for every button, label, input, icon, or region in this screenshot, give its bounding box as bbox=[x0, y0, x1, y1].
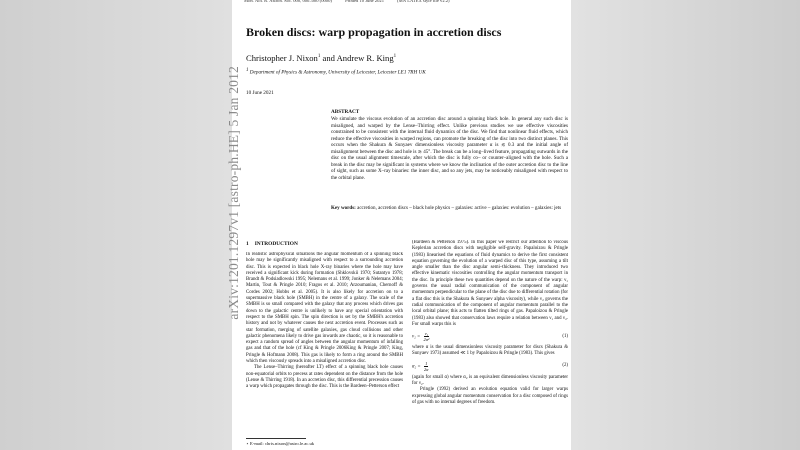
keywords-label: Key words: bbox=[331, 205, 356, 211]
right-paragraph-4: Pringle (1992) derived an evolution equation valid for larger warps expressing global angular momentum conservation for a disc composed of rings of gas with no internal degrees of freedom. bbox=[412, 387, 568, 405]
footnote-email: ⋆ E-mail: chris.nixon@astro.le.ac.uk bbox=[246, 441, 315, 446]
intro-paragraph-1: In realistic astrophysical situations the angular momentum of a spinning black hole may be significantly misaligned with respect to a surrounding accretion disc. This is expected in black hole X-ray binaries where the hole may have received a significant kick during formation (Shklovskii 1970; Sutantyo 1978; Brandt & Podsiadlowski 1995; Nelemans et al. 1999; Jonker & Nelemans 2004; Martin, Tout & Pringle 2010; Fragos et al. 2010; Arzoumanian, Chernoff & Cordes 2002; Hobbs et al. 2005). It is also likely for accretion on to a supermassive black hole (SMBH) in the centre of a galaxy. The scale of the SMBH is so small compared with the galaxy that any process which drives gas down to the galactic centre is unlikely to have any special orientation with respect to the SMBH spin. The spin direction is set by the SMBH's accretion history and not by whatever causes the next accretion event. Processes such as star formation, merging of satellite galaxies, gas cloud collisions and other galactic phenomena likely to drive gas inwards are chaotic, so it is reasonable to expect a random spread of angles between the angular momentum of infalling gas and that of the hole (cf King & Pringle 2006King & Pringle 2007; King, Pringle & Hofmann 2008). This gas is likely to form a ring around the SMBH which then viscously spreads into a misaligned accretion disc. bbox=[246, 252, 403, 365]
author-2-affil: 1 bbox=[393, 54, 397, 60]
footnote-rule bbox=[246, 438, 306, 439]
background-left bbox=[0, 0, 232, 450]
right-paragraph-2: where α is the usual dimensionless viscosity parameter for discs (Shakura & Sunyaev 1973) assumed ≪ 1 by Papaloizou & Pringle (1983). This gives bbox=[412, 345, 568, 357]
author-1-affil: 1 bbox=[317, 54, 321, 60]
author-1: Christopher J. Nixon bbox=[246, 53, 318, 63]
background-right bbox=[571, 0, 800, 450]
abstract-heading: ABSTRACT bbox=[331, 109, 360, 115]
author-2: Andrew R. King bbox=[336, 53, 394, 63]
right-paragraph-1: (Bardeen & Petterson 1975). In this paper we restrict our attention to viscous Keplerian accretion discs with negligible self-gravity. Papaloizou & Pringle (1983) linearised the equations of fluid dynamics to derive the first consistent equation governing the evolution of a warped disc of this type, assuming a tilt angle smaller than the disc angular semi–thickness. They introduced two effective kinematic viscosities controlling the angular momentum transport in the disc. In principle these two quantities depend on the nature of the warp: ν₁ governs the usual radial communication of the component of angular momentum perpendicular to the plane of the disc due to differential rotation (for a flat disc this is the Shakura & Sunyaev alpha viscosity), while ν₂ governs the radial communication of the component of angular momentum parallel to the local orbital plane; this acts to flatten tilted rings of gas. Papaloizou & Pringle (1983) also showed that conservation laws require a relation between ν₁ and ν₂. For small warps this is bbox=[412, 240, 568, 327]
paper-title: Broken discs: warp propagation in accretion discs bbox=[246, 25, 502, 39]
equation-1-lhs: ν₂ = bbox=[412, 334, 421, 340]
authors bbox=[246, 53, 396, 63]
affil-text: Department of Physics & Astronomy, University of Leicester, Leicester LE1 7RH UK bbox=[248, 69, 426, 76]
paper-page bbox=[232, 0, 571, 450]
intro-paragraph-2: The Lense–Thirring (hereafter LT) effect of a spinning black hole causes non-equatorial orbits to precess at rates dependent on the distance from the hole (Lense & Thirring 1918). In an accretion disc, this differential precession causes a warp which propagates through the disc. This is the Bardeen–Petterson effect bbox=[246, 365, 403, 390]
equation-2-numerator: 1 bbox=[425, 360, 428, 366]
equation-2-denominator: 2α bbox=[423, 366, 429, 372]
right-paragraph-3: (again for small α) where α₂ is an equivalent dimensionless viscosity parameter for ν₂. bbox=[412, 374, 568, 387]
abstract-body: We simulate the viscous evolution of an accretion disc around a spinning black hole. In general any such disc is misaligned, and warped by the Lense–Thirring effect. Unlike previous studies we use effective viscosities constrained to be consistent with the internal fluid dynamics of the disc. We find that nonlinear fluid effects, which reduce the effective viscosities in warped regions, can promote the breaking of the disc into two distinct planes. This occurs when the Shakura & Sunyaev dimensionless viscosity parameter α is ≲ 0.3 and the initial angle of misalignment between the disc and hole is ≳ 45°. The break can be a long–lived feature, propagating outwards in the disc on the usual alignment timescale, after which the disc is fully co– or counter–aligned with the hole. Such a break in the disc may be significant in systems where we know the inclination of the outer accretion disc to the line of sight, such as some X–ray binaries: the inner disc, and so any jets, may be noticeably misaligned with respect to the orbital plane. bbox=[331, 116, 568, 181]
printed-date: Printed 10 June 2021 bbox=[345, 0, 384, 3]
right-column bbox=[412, 240, 568, 450]
section-title: INTRODUCTION bbox=[254, 241, 298, 247]
keywords-text: accretion, accretion discs – black hole physics – galaxies: active – galaxies: evolution – galaxies: jets bbox=[355, 205, 562, 211]
author-and: and bbox=[320, 53, 337, 63]
equation-2-tag: (2) bbox=[562, 363, 568, 369]
left-column bbox=[246, 252, 403, 438]
equation-2-lhs: α₂ = bbox=[412, 364, 421, 370]
equation-1-tag: (1) bbox=[562, 333, 568, 339]
style-file: (MN LATEX style file v2.2) bbox=[397, 0, 450, 3]
section-heading bbox=[246, 241, 298, 247]
journal-ref: Mon. Not. R. Astron. Soc. 000, 000–000 (0000) bbox=[244, 0, 332, 3]
affil-marker: 1 bbox=[246, 68, 249, 73]
equation-1-numerator: ν₁ bbox=[424, 331, 429, 337]
running-head bbox=[244, 0, 571, 3]
keywords bbox=[331, 205, 568, 212]
equation-1 bbox=[412, 331, 568, 342]
affiliation bbox=[246, 68, 426, 76]
paper-date: 10 June 2021 bbox=[246, 90, 274, 96]
section-number: 1 bbox=[246, 241, 249, 247]
equation-1-denominator: 2α² bbox=[423, 337, 430, 343]
arxiv-stamp: arXiv:1201.1297v1 [astro-ph.HE] 5 Jan 2012 bbox=[226, 66, 241, 320]
equation-2 bbox=[412, 361, 568, 372]
